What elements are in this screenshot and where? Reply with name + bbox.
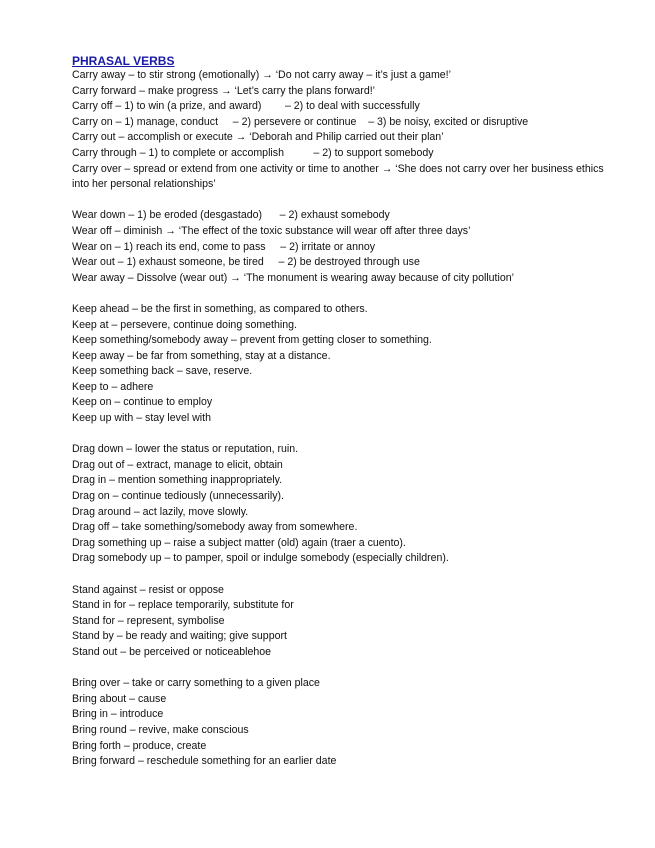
definition-line: Wear on – 1) reach its end, come to pass – 2) irritate or annoy	[72, 240, 376, 253]
definition-line: Drag around – act lazily, move slowly.	[72, 505, 249, 518]
definition-line: Carry over – spread or extend from one activity or time to another → ‘She does not carry over her business ethics into her personal relationships’	[72, 162, 604, 191]
section-gap	[72, 567, 632, 583]
section-gap	[72, 193, 632, 209]
definition-line: Wear down – 1) be eroded (desgastado) – 2) exhaust somebody	[72, 209, 390, 222]
page-title: PHRASAL VERBS	[72, 54, 175, 68]
definition-line: Bring forth – produce, create	[72, 739, 207, 752]
definition-line: Keep something back – save, reserve.	[72, 365, 253, 378]
definition-line: Stand out – be perceived or noticeablehoe	[72, 645, 272, 658]
definition-line: Drag in – mention something inappropriately.	[72, 474, 283, 487]
definition-line: Stand for – represent, symbolise	[72, 614, 225, 627]
document-page	[72, 54, 632, 770]
stand-section	[72, 583, 632, 661]
definition-line: Drag somebody up – to pamper, spoil or indulge somebody (especially children).	[72, 552, 449, 565]
definition-line: Drag off – take something/somebody away from somewhere.	[72, 521, 358, 534]
definition-line: Bring round – revive, make conscious	[72, 723, 249, 736]
definition-line: Keep to – adhere	[72, 380, 154, 393]
wear-section	[72, 208, 632, 286]
definition-line: Stand in for – replace temporarily, substitute for	[72, 599, 294, 612]
drag-section	[72, 442, 632, 567]
definition-line: Bring over – take or carry something to a given place	[72, 677, 320, 690]
definition-line: Drag out of – extract, manage to elicit, obtain	[72, 458, 283, 471]
definition-line: Carry off – 1) to win (a prize, and award) – 2) to deal with successfully	[72, 100, 420, 113]
definition-line: Keep ahead – be the first in something, as compared to others.	[72, 302, 368, 315]
definition-line: Keep on – continue to employ	[72, 396, 213, 409]
definition-line: Drag something up – raise a subject matter (old) again (traer a cuento).	[72, 536, 406, 549]
definition-line: Bring forward – reschedule something for an earlier date	[72, 755, 337, 768]
definition-line: Stand by – be ready and waiting; give support	[72, 630, 287, 643]
section-gap	[72, 661, 632, 677]
definition-line: Keep away – be far from something, stay at a distance.	[72, 349, 331, 362]
definition-line: Carry on – 1) manage, conduct – 2) persevere or continue – 3) be noisy, excited or disruptive	[72, 115, 529, 128]
section-gap	[72, 427, 632, 443]
definition-line: Stand against – resist or oppose	[72, 583, 224, 596]
definition-line: Keep up with – stay level with	[72, 412, 211, 425]
definition-line: Wear off – diminish → ‘The effect of the toxic substance will wear off after three days’	[72, 224, 471, 237]
keep-section	[72, 302, 632, 427]
definition-line: Keep at – persevere, continue doing something.	[72, 318, 297, 331]
definition-line: Wear away – Dissolve (wear out) → ‘The monument is wearing away because of city pollution’	[72, 271, 514, 284]
definition-line: Carry through – 1) to complete or accomplish – 2) to support somebody	[72, 146, 434, 159]
bring-section	[72, 676, 632, 770]
definition-line: Carry away – to stir strong (emotionally) → ‘Do not carry away – it’s just a game!’	[72, 69, 451, 81]
definition-line: Bring about – cause	[72, 692, 167, 705]
section-gap	[72, 286, 632, 302]
definition-line: Carry out – accomplish or execute → ‘Deborah and Philip carried out their plan’	[72, 131, 444, 144]
definition-line: Bring in – introduce	[72, 708, 164, 721]
definition-line: Carry forward – make progress → ‘Let’s carry the plans forward!’	[72, 84, 376, 97]
definition-line: Drag down – lower the status or reputation, ruin.	[72, 443, 299, 456]
definition-line: Wear out – 1) exhaust someone, be tired – 2) be destroyed through use	[72, 256, 420, 269]
definition-line: Drag on – continue tediously (unnecessarily).	[72, 490, 284, 503]
definition-line: Keep something/somebody away – prevent from getting closer to something.	[72, 334, 432, 347]
carry-section	[72, 68, 632, 193]
